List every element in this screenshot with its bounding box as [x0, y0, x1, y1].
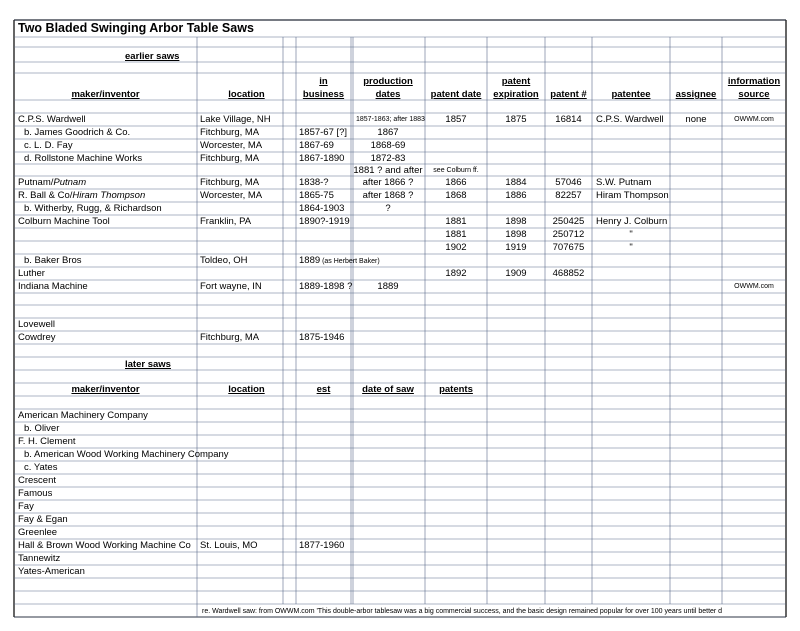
- maker-cell: d. Rollstone Machine Works: [24, 153, 143, 164]
- patent-date-cell: see Colburn ff.: [433, 167, 479, 174]
- location-cell: Fitchburg, MA: [200, 153, 260, 164]
- business-cell: 1875-1946: [299, 332, 345, 343]
- maker-cell: b. Baker Bros: [24, 255, 82, 266]
- later-header-date: date of saw: [362, 384, 414, 395]
- later-maker-cell: F. H. Clement: [18, 436, 76, 447]
- business-cell: 1865-75: [299, 190, 334, 201]
- later-maker-cell: Greenlee: [18, 527, 58, 538]
- patent-expiration-cell: 1898: [505, 229, 527, 240]
- business-cell: 1867-69: [299, 140, 334, 151]
- production-cell: ?: [385, 203, 391, 214]
- maker-italic: Hiram Thompson: [72, 190, 146, 201]
- maker-cell: Putnam/Putnam: [18, 177, 87, 188]
- production-cell: after 1866 ?: [362, 177, 414, 188]
- maker-cell: b. James Goodrich & Co.: [24, 127, 131, 138]
- later-header-est: est: [316, 384, 331, 395]
- patent-number-cell: 250425: [552, 216, 585, 227]
- patent-expiration-cell: 1898: [505, 216, 527, 227]
- patent-expiration-cell: 1886: [505, 190, 527, 201]
- header-patent-number: patent #: [550, 89, 587, 100]
- later-maker-cell: Fay: [18, 501, 34, 512]
- patent-date-cell: 1868: [445, 190, 467, 201]
- patentee-cell: ": [629, 242, 633, 253]
- header-location: location: [228, 89, 265, 100]
- business-cell: 1857-67 [?]: [299, 127, 348, 138]
- later-maker-cell: c. Yates: [24, 462, 58, 473]
- business-cell: 1838-?: [299, 177, 329, 188]
- patentee-cell: Hiram Thompson: [596, 190, 669, 201]
- header-in: in: [319, 76, 328, 87]
- header-production: production: [363, 76, 413, 87]
- production-cell: 1889: [377, 281, 399, 292]
- header-maker: maker/inventor: [71, 89, 140, 100]
- location-cell: Lake Village, NH: [200, 114, 271, 125]
- patent-date-cell: 1881: [445, 216, 467, 227]
- business-cell: 1889-1898 ?: [299, 281, 353, 292]
- later-header-location: location: [228, 384, 265, 395]
- header-expiration: expiration: [493, 89, 539, 100]
- patent-expiration-cell: 1919: [505, 242, 527, 253]
- patent-number-cell: 57046: [555, 177, 582, 188]
- later-location-cell: St. Louis, MO: [200, 540, 258, 551]
- patent-number-cell: 16814: [555, 114, 582, 125]
- patent-date-cell: 1857: [445, 114, 467, 125]
- patentee-cell: S.W. Putnam: [596, 177, 652, 188]
- later-header-maker: maker/inventor: [71, 384, 140, 395]
- business-cell: 1889 (as Herbert Baker): [299, 255, 380, 266]
- later-maker-cell: Hall & Brown Wood Working Machine Co: [18, 540, 191, 551]
- header-source: source: [738, 89, 770, 100]
- location-cell: Worcester, MA: [200, 140, 263, 151]
- assignee-cell: none: [685, 114, 707, 125]
- maker-cell: Colburn Machine Tool: [18, 216, 110, 227]
- production-cell: 1872-83: [370, 153, 406, 164]
- business-cell: 1890?-1919: [299, 216, 350, 227]
- sheet-title: Two Bladed Swinging Arbor Table Saws: [18, 21, 254, 35]
- later-header-patents: patents: [439, 384, 473, 395]
- business-cell: 1867-1890: [299, 153, 345, 164]
- maker-cell: C.P.S. Wardwell: [18, 114, 86, 125]
- header-patent: patent: [501, 76, 531, 87]
- location-cell: Fitchburg, MA: [200, 177, 260, 188]
- patentee-cell: C.P.S. Wardwell: [596, 114, 664, 125]
- patent-expiration-cell: 1884: [505, 177, 527, 188]
- patent-expiration-cell: 1875: [505, 114, 527, 125]
- header-patent-date: patent date: [430, 89, 482, 100]
- business-cell: 1864-1903: [299, 203, 345, 214]
- maker-cell: Cowdrey: [18, 332, 56, 343]
- maker-cell: Lovewell: [18, 319, 55, 330]
- maker-cell: b. Witherby, Rugg, & Richardson: [24, 203, 162, 214]
- location-cell: Worcester, MA: [200, 190, 263, 201]
- location-cell: Fort wayne, IN: [200, 281, 262, 292]
- header-dates: dates: [375, 89, 401, 100]
- later-maker-cell: American Machinery Company: [18, 410, 148, 421]
- later-saws-label: later saws: [125, 359, 171, 370]
- production-cell: after 1868 ?: [362, 190, 414, 201]
- location-cell: Fitchburg, MA: [200, 332, 260, 343]
- patentee-cell: ": [629, 229, 633, 240]
- patent-date-cell: 1881: [445, 229, 467, 240]
- location-cell: Toldeo, OH: [200, 255, 248, 266]
- patent-number-cell: 707675: [552, 242, 585, 253]
- header-patentee: patentee: [611, 89, 651, 100]
- production-cell: 1881 ? and after: [353, 165, 423, 176]
- production-cell: 1868-69: [370, 140, 406, 151]
- patent-expiration-cell: 1909: [505, 268, 527, 279]
- location-cell: Fitchburg, MA: [200, 127, 260, 138]
- patent-date-cell: 1866: [445, 177, 467, 188]
- location-cell: Franklin, PA: [200, 216, 252, 227]
- patent-date-cell: 1892: [445, 268, 467, 279]
- later-maker-cell: b. American Wood Working Machinery Company: [24, 449, 229, 460]
- footnote: re. Wardwell saw: from OWWM.com 'This double-arbor tablesaw was a big commercial success, and the basic design remained popular for over 100 years until better d: [202, 608, 723, 615]
- header-business: business: [302, 89, 345, 100]
- info-source-cell: OWWM.com: [734, 283, 774, 290]
- later-maker-cell: b. Oliver: [24, 423, 60, 434]
- later-maker-cell: Fay & Egan: [18, 514, 68, 525]
- production-cell: 1857-1863; after 1883: [356, 116, 425, 123]
- maker-cell: Luther: [18, 268, 45, 279]
- maker-cell: Indiana Machine: [18, 281, 88, 292]
- earlier-saws-label: earlier saws: [125, 51, 180, 62]
- later-est-cell: 1877-1960: [299, 540, 345, 551]
- maker-cell: R. Ball & Co/Hiram Thompson: [18, 190, 146, 201]
- patent-number-cell: 250712: [552, 229, 585, 240]
- header-assignee: assignee: [675, 89, 717, 100]
- later-maker-cell: Crescent: [18, 475, 57, 486]
- later-maker-cell: Tannewitz: [18, 553, 61, 564]
- maker-italic: Putnam: [53, 177, 87, 188]
- later-maker-cell: Famous: [18, 488, 53, 499]
- patent-date-cell: 1902: [445, 242, 467, 253]
- patentee-cell: Henry J. Colburn: [596, 216, 668, 227]
- patent-number-cell: 82257: [555, 190, 582, 201]
- maker-cell: c. L. D. Fay: [24, 140, 73, 151]
- header-information: information: [727, 76, 781, 87]
- later-maker-cell: Yates-American: [18, 566, 85, 577]
- patent-number-cell: 468852: [552, 268, 585, 279]
- info-source-cell: OWWM.com: [734, 116, 774, 123]
- production-cell: 1867: [377, 127, 399, 138]
- business-note: (as Herbert Baker): [320, 258, 380, 265]
